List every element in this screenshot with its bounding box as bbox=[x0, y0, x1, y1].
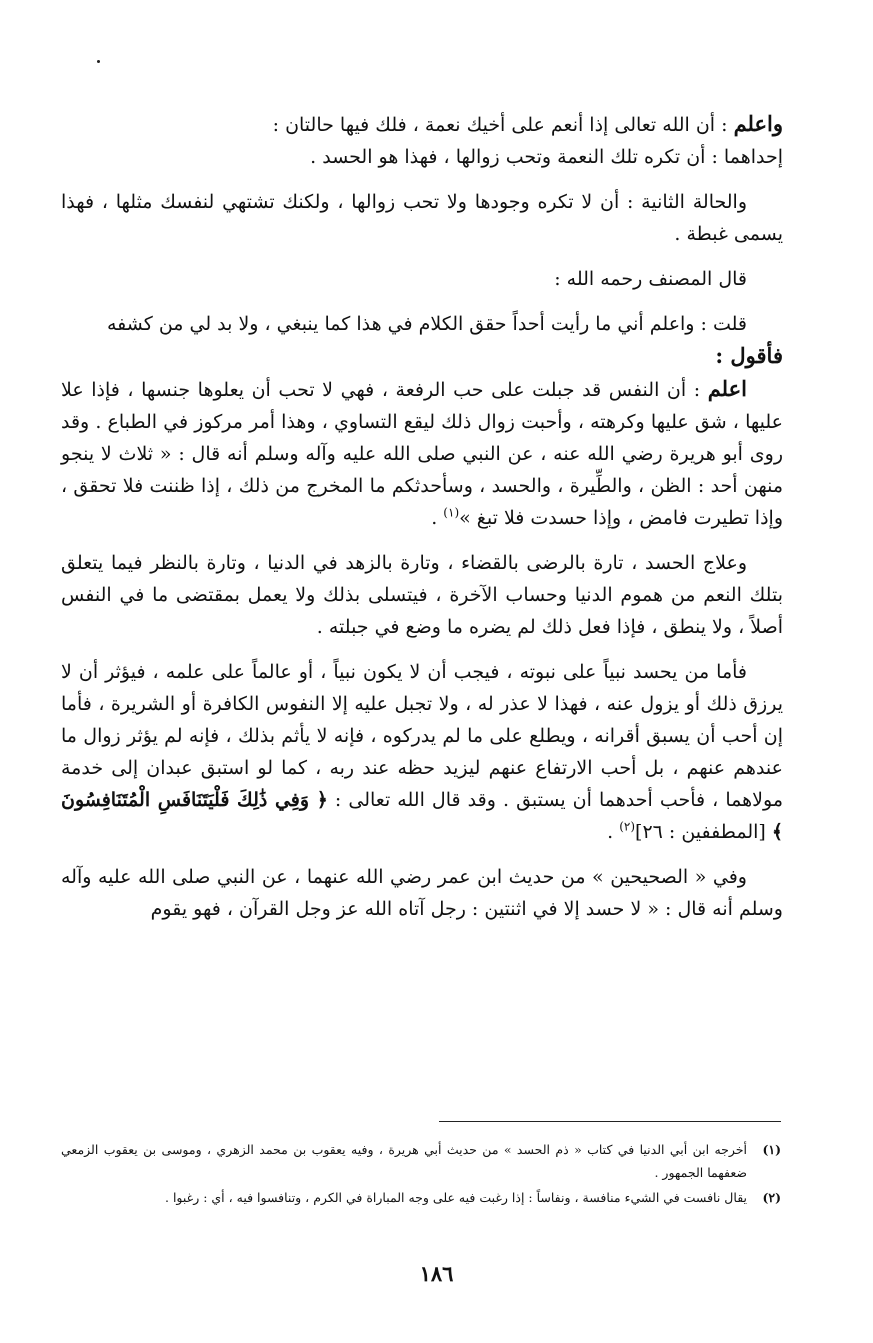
paragraph-5 bbox=[61, 308, 783, 340]
paragraph-10 bbox=[61, 861, 783, 925]
page-speck bbox=[97, 60, 100, 63]
paragraph-4 bbox=[61, 263, 783, 295]
quran-verse: ﴿ وَفِي ذَٰلِكَ فَلْيَتَنَافَسِ الْمُتَنَافِسُونَ ﴾ bbox=[61, 789, 783, 843]
footnote-1-number: (١) bbox=[762, 1142, 781, 1157]
paragraph-9-citation: [المطففين : ٢٦] bbox=[635, 821, 772, 843]
footnote-1 bbox=[61, 1138, 781, 1184]
paragraph-3-text: والحالة الثانية : أن لا تكره وجودها ولا تحب زوالها ، ولكنك تشتهي لنفسك مثلها ، فهذا يسمى غبطة . bbox=[61, 191, 783, 245]
page-number: ١٨٦ bbox=[419, 1261, 454, 1286]
paragraph-2-text: إحداهما : أن تكره تلك النعمة وتحب زوالها ، فهذا هو الحسد . bbox=[310, 146, 783, 168]
paragraph-6 bbox=[61, 340, 783, 373]
paragraph-7-tail: . bbox=[431, 507, 444, 529]
paragraph-4-text: قال المصنف رحمه الله : bbox=[554, 268, 747, 290]
main-text bbox=[61, 108, 783, 925]
paragraph-7-text: : أن النفس قد جبلت على حب الرفعة ، فهي لا تحب أن يعلوها جنسها ، فإذا علا عليها ، شق عليها وكرهته ، وأحبت زوال ذلك ليقع التساوي ، وهذا أمر مركوز في الطباع . وقد روى أبو هريرة رضي الله عنه ، عن النبي صلى الله عليه وآله وسلم أنه قال : « ثلاث لا ينجو منهن أحد : الظن ، والطِّيرة ، والحسد ، وسأحدثكم ما المخرج من ذلك ، إذا ظننت فلا تحقق ، وإذا تطيرت فامض ، وإذا حسدت فلا تبغ » bbox=[61, 379, 783, 529]
footnote-divider bbox=[439, 1121, 781, 1122]
paragraph-1-lead: واعلم bbox=[733, 111, 783, 136]
paragraph-7-lead: اعلم bbox=[707, 376, 747, 401]
footnote-2 bbox=[61, 1186, 781, 1209]
footnote-2-number: (٢) bbox=[762, 1190, 781, 1205]
paragraph-9 bbox=[61, 656, 783, 848]
footnote-ref-2[interactable]: (٢) bbox=[619, 819, 636, 834]
paragraph-7 bbox=[61, 373, 783, 534]
paragraph-10-text: وفي « الصحيحين » من حديث ابن عمر رضي الله عنهما ، عن النبي صلى الله عليه وآله وسلم أنه قال : « لا حسد إلا في اثنتين : رجل آتاه الله عز وجل القرآن ، فهو يقوم bbox=[61, 866, 783, 920]
paragraph-8 bbox=[61, 547, 783, 643]
footnote-1-text: أخرجه ابن أبي الدنيا في كتاب « ذم الحسد » من حديث أبي هريرة ، وفيه يعقوب بن محمد الزهري ، وموسى بن يعقوب الزمعي ضعفهما الجمهور . bbox=[61, 1142, 747, 1180]
paragraph-2 bbox=[61, 141, 783, 173]
paragraph-8-text: وعلاج الحسد ، تارة بالرضى بالقضاء ، وتارة بالزهد في الدنيا ، وتارة بالنظر فيما يتعلق بتلك النعم من هموم الدنيا وحساب الآخرة ، فيتسلى بذلك ولا يعمل بمقتضى ما في النفس أصلاً ، ولا ينطق ، فإذا فعل ذلك لم يضره ما وضع في جبلته . bbox=[61, 552, 783, 638]
footnotes bbox=[61, 1138, 781, 1211]
paragraph-6-lead: فأقول : bbox=[715, 343, 783, 368]
paragraph-1-text: : أن الله تعالى إذا أنعم على أخيك نعمة ، فلك فيها حالتان : bbox=[272, 114, 734, 136]
paragraph-3 bbox=[61, 186, 783, 250]
paragraph-9-text: فأما من يحسد نبياً على نبوته ، فيجب أن لا يكون نبياً ، أو عالماً على علمه ، فيؤثر أن لا يرزق ذلك أو يزول عنه ، فهذا لا عذر له ، ولا تجبل عليه إلا النفوس الكافرة أو الشريرة ، فأما إن أحب أن يسبق أقرانه ، ويطلع على ما لم يدركوه ، فإنه لا يأثم بذلك ، فإنه لم يؤثر زوال ما عندهم عنهم ، بل أحب الارتفاع عنهم ليزيد حظه عند ربه ، كما لو استبق عبدان إلى خدمة مولاهما ، فأحب أحدهما أن يستبق . وقد قال الله تعالى : bbox=[61, 661, 783, 811]
footnote-2-text: يقال نافست في الشيء منافسة ، ونفاساً : إذا رغبت فيه على وجه المباراة في الكرم ، وتنافسوا فيه ، أي : رغبوا . bbox=[165, 1190, 747, 1205]
paragraph-5-text: قلت : واعلم أني ما رأيت أحداً حقق الكلام في هذا كما ينبغي ، ولا بد لي من كشفه bbox=[106, 313, 747, 335]
footnote-ref-1[interactable]: (١) bbox=[443, 505, 460, 520]
paragraph-1 bbox=[61, 108, 783, 141]
paragraph-9-tail: . bbox=[607, 821, 620, 843]
